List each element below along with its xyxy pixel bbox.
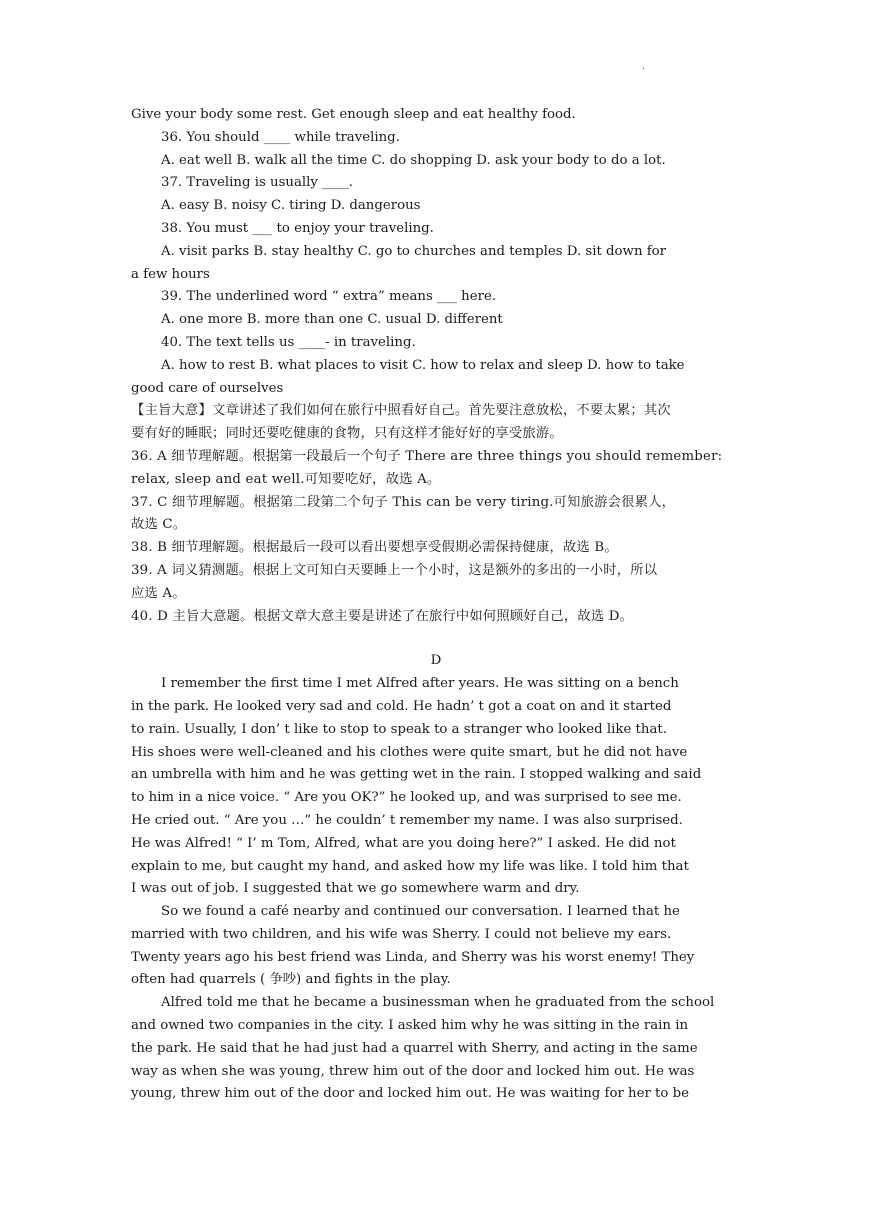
passage-line: I remember the first time I met Alfred after years. He was sitting on a bench [161,676,679,692]
passage-paragraph-3 [131,992,741,1106]
summary-line: 【主旨大意】文章讲述了我们如何在旅行中照看好自己。首先要注意放松，不要太累；其次 [131,403,671,419]
passage-title: D [430,653,442,669]
passage-line: to him in a nice voice. “ Are you OK?” he looked up, and was surprised to see me. [131,790,682,806]
question-39: 39. The underlined word “ extra” means ___ here. [161,289,497,305]
page-marker: · [642,64,646,75]
question-37-options: A. easy B. noisy C. tiring D. dangerous [161,198,421,214]
passage-line: He was Alfred! “ I’ m Tom, Alfred, what are you doing here?” I asked. He did not [131,835,676,851]
question-38: 38. You must ___ to enjoy your traveling. [161,220,434,236]
answer-37: 37. C 细节理解题。根据第二段第二个句子 This can be very tiring.可知旅游会很累人， [131,494,676,510]
passage-paragraph-1 [131,673,741,901]
passage-line: young, threw him out of the door and locked him out. He was waiting for her to be [131,1086,690,1102]
passage-line: explain to me, but caught my hand, and asked how my life was like. I told him that [131,858,689,874]
answer-38: 38. B 细节理解题。根据最后一段可以看出要想享受假期必需保持健康，故选 B。 [131,540,618,556]
answer-39: 39. A 词义猜测题。根据上文可知白天要睡上一个小时，这是额外的多出的一小时，所以 [131,562,658,578]
passage-line: and owned two companies in the city. I asked him why he was sitting in the rain in [131,1018,689,1034]
answer-36-cont: relax, sleep and eat well.可知要吃好，故选 A。 [131,471,441,487]
question-36-options: A. eat well B. walk all the time C. do shopping D. ask your body to do a lot. [161,152,666,168]
summary-line-cont: 要有好的睡眠；同时还要吃健康的食物，只有这样才能好好的享受旅游。 [131,426,563,442]
answer-37-cont: 故选 C。 [131,517,187,533]
passage-line: way as when she was young, threw him out of the door and locked him out. He was [131,1063,695,1079]
question-38-options-cont: a few hours [131,266,210,282]
question-40: 40. The text tells us ____- in traveling. [161,334,416,350]
question-39-options: A. one more B. more than one C. usual D. different [161,312,503,328]
passage-line: the park. He said that he had just had a quarrel with Sherry, and acting in the same [131,1040,698,1056]
question-40-options: A. how to rest B. what places to visit C. how to relax and sleep D. how to take [161,357,685,373]
answer-39-cont: 应选 A。 [131,585,186,601]
passage-paragraph-2 [131,901,741,992]
passage-line: often had quarrels ( 争吵) and fights in the play. [131,972,451,988]
passage-line: married with two children, and his wife was Sherry. I could not believe my ears. [131,926,672,942]
passage-line: So we found a café nearby and continued our conversation. I learned that he [161,904,680,920]
document-page [131,104,741,1106]
passage-line: His shoes were well-cleaned and his clothes were quite smart, but he did not have [131,744,688,760]
passage-line: Twenty years ago his best friend was Linda, and Sherry was his worst enemy! They [131,949,695,965]
passage-line: an umbrella with him and he was getting wet in the rain. I stopped walking and said [131,767,702,783]
passage-line: Alfred told me that he became a businessman when he graduated from the school [161,995,715,1011]
passage-line: in the park. He looked very sad and cold. He hadn’ t got a coat on and it started [131,698,672,714]
answer-36: 36. A 细节理解题。根据第一段最后一个句子 There are three things you should remember: [131,448,723,464]
passage-line: I was out of job. I suggested that we go somewhere warm and dry. [131,881,580,897]
question-38-options: A. visit parks B. stay healthy C. go to churches and temples D. sit down for [161,243,667,259]
question-37: 37. Traveling is usually ____. [161,175,353,191]
passage-line: to rain. Usually, I don’ t like to stop to speak to a stranger who looked like that. [131,721,667,737]
question-36: 36. You should ____ while traveling. [161,129,400,145]
answer-40: 40. D 主旨大意题。根据文章大意主要是讲述了在旅行中如何照顾好自己，故选 D。 [131,608,634,624]
question-40-options-cont: good care of ourselves [131,380,284,396]
analysis-block [131,400,741,628]
intro-line: Give your body some rest. Get enough sleep and eat healthy food. [131,107,576,122]
passage-line: He cried out. “ Are you …” he couldn’ t remember my name. I was also surprised. [131,812,683,828]
questions-block [131,104,741,400]
